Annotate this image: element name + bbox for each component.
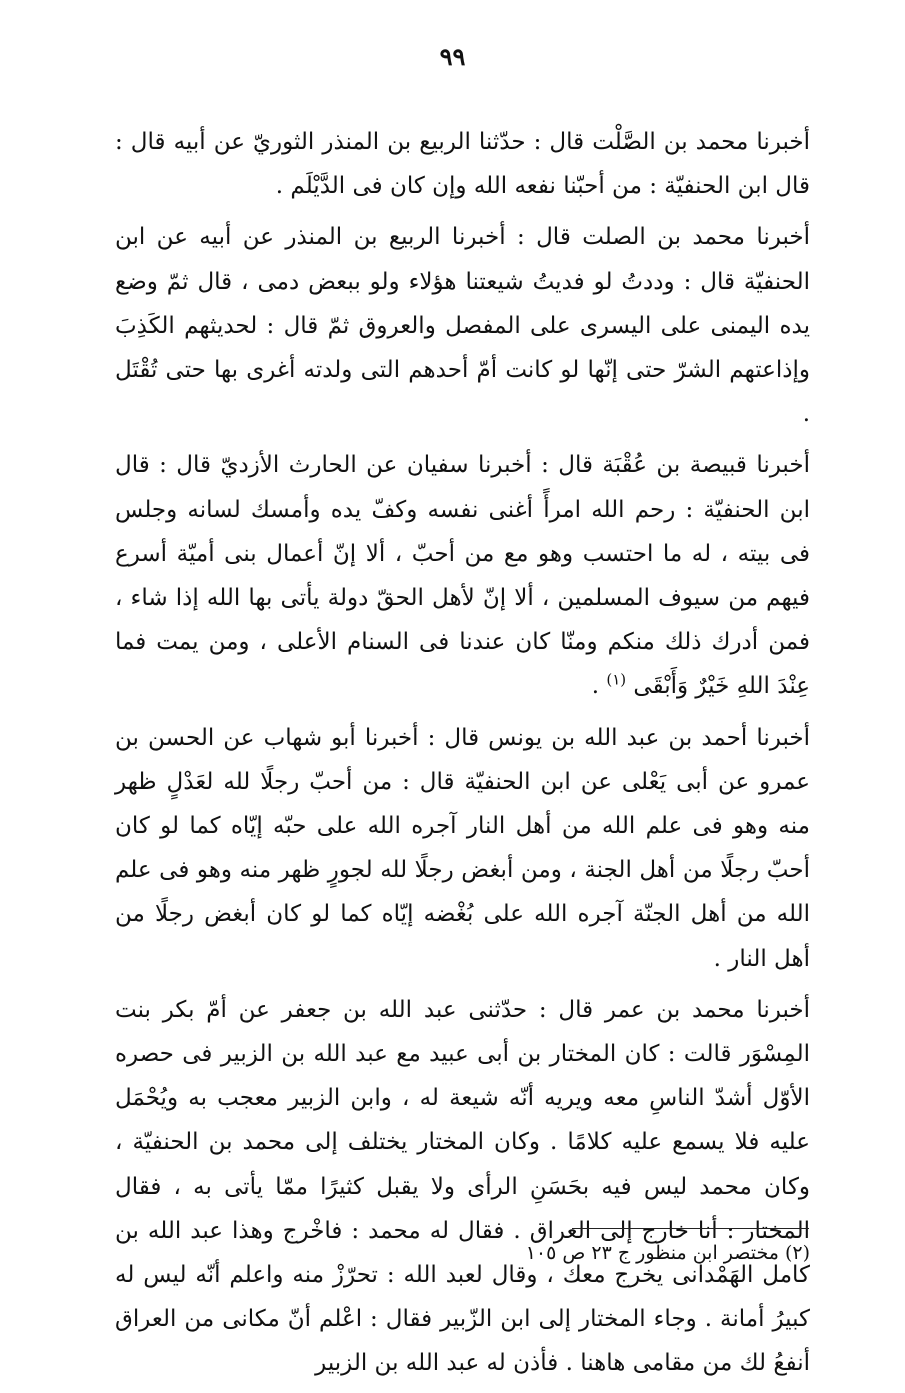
footnote-marker: (١) xyxy=(606,670,627,689)
footnote-divider xyxy=(572,1228,809,1229)
paragraph-end: . xyxy=(591,673,607,700)
page-body xyxy=(115,120,810,1393)
page-number: ٩٩ xyxy=(439,42,466,71)
footnote: (٢) مختصر ابن منظور ج ٢٣ ص ١٠٥ xyxy=(525,1242,810,1264)
paragraph: أخبرنا أحمد بن عبد الله بن يونس قال : أخبرنا أبو شهاب عن الحسن بن عمرو عن أبى يَعْلى عن ابن الحنفيّة قال : من أحبّ رجلًا لله لعَدْلٍ ظهر منه وهو فى علم الله من أهل النار آجره الله على حبّه إيّاه كما لو كان أحبّ رجلًا من أهل الجنة ، ومن أبغض رجلًا لله لجورٍ ظهر منه وهو فى علم الله من أهل الجنّة آجره الله على بُغْضه إيّاه كما لو كان أبغض رجلًا من أهل النار . xyxy=(115,724,810,972)
paragraph: أخبرنا محمد بن الصَّلْت قال : حدّثنا الربيع بن المنذر الثوريّ عن أبيه قال : قال ابن الحنفيّة : من أحبّنا نفعه الله وإن كان فى الدَّيْلَم . xyxy=(115,129,810,200)
paragraph-text: أخبرنا قبيصة بن عُقْبَة قال : أخبرنا سفيان عن الحارث الأزديّ قال : قال ابن الحنفيّة : رحم الله امرأً أغنى نفسه وكفّ يده وأمسك لسانه وجلس فى بيته ، له ما احتسب وهو مع من أحبّ ، ألا إنّ أعمال بنى أميّة أسرع فيهم من سيوف المسلمين ، ألا إنّ لأهل الحقّ دولة يأتى بها الله إذا شاء ، فمن أدرك ذلك منكم ومنّا كان عندنا فى السنام الأعلى ، ومن يمت فما عِنْدَ اللهِ خَيْرٌ وَأَبْقَى xyxy=(115,452,810,700)
paragraph: أخبرنا محمد بن الصلت قال : أخبرنا الربيع بن المنذر عن أبيه عن ابن الحنفيّة قال : وددتُ لو فديتُ شيعتنا هؤلاء ولو ببعض دمى ، قال ثمّ وضع يده اليمنى على اليسرى على المفصل والعروق ثمّ قال : لحديثهم الكَذِبَ وإذاعتهم الشرّ حتى إنّها لو كانت أمّ أحدهم التى ولدته أغرى بها حتى تُقْتَل . xyxy=(115,224,810,428)
paragraph xyxy=(115,443,810,708)
paragraph: أخبرنا محمد بن عمر قال : حدّثنى عبد الله بن جعفر عن أمّ بكر بنت المِسْوَر قالت : كان المختار بن أبى عبيد مع عبد الله بن الزبير فى حصره الأوّل أشدّ الناسِ معه ويريه أنّه شيعة له ، وابن الزبير معجب به ويُحْمَل عليه فلا يسمع عليه كلامًا . وكان المختار يختلف إلى محمد بن الحنفيّة ، وكان محمد ليس فيه بحَسَنِ الرأى ولا يقبل كثيرًا ممّا يأتى به ، فقال المختار : أنا خارج إلى العراق . فقال له محمد : فاخْرج وهذا عبد الله بن كامل الهَمْدانى يخرج معك ، وقال لعبد الله : تحرّزْ منه واعلم أنّه ليس له كبيرُ أمانة . وجاء المختار إلى ابن الزّبير فقال : اعْلم أنّ مكانى من العراق أنفعُ لك من مقامى هاهنا . فأذن له عبد الله بن الزبير xyxy=(115,996,810,1377)
